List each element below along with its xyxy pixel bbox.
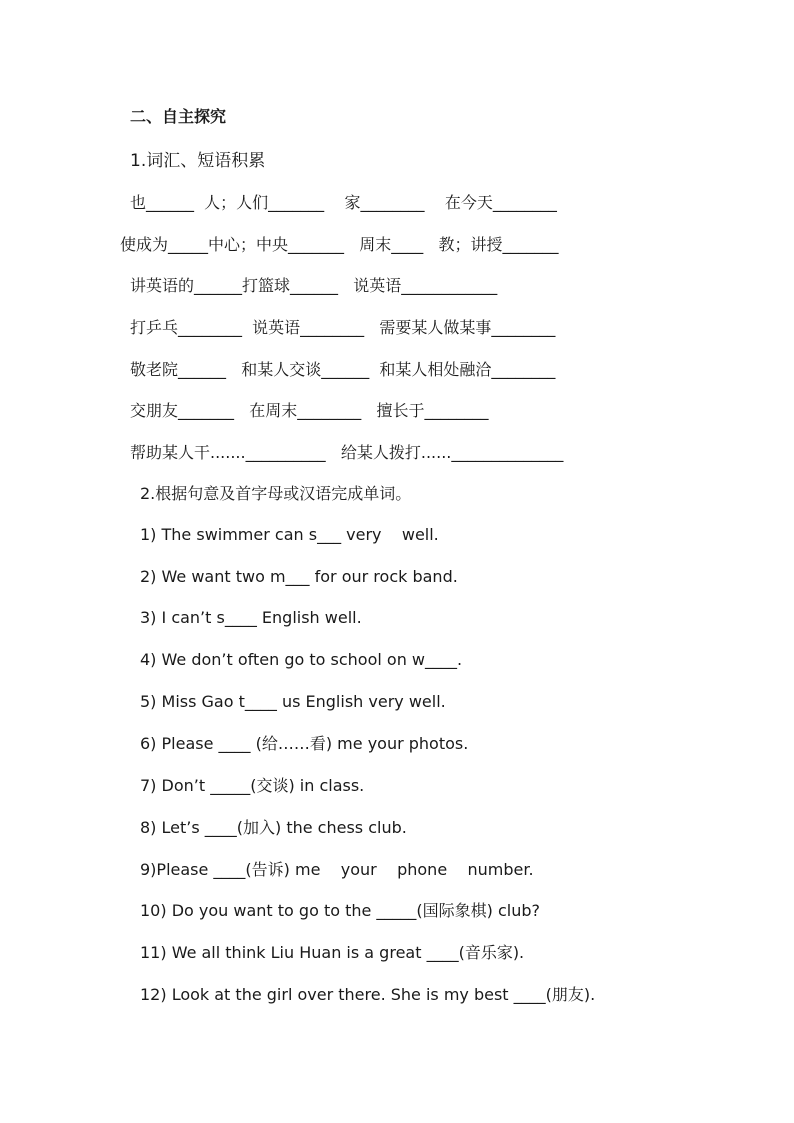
exercise-item: 3) I can’t s____ English well. [140, 608, 362, 627]
vocab-row: 使成为_____中心；中央_______ 周末____ 教；讲授_______ [120, 235, 559, 254]
exercise-item: 1) The swimmer can s___ very well. [140, 525, 439, 544]
exercise-item: 2) We want two m___ for our rock band. [140, 567, 458, 586]
vocab-row: 讲英语的______打篮球______ 说英语____________ [130, 276, 498, 295]
part2-title: 2.根据句意及首字母或汉语完成单词。 [140, 484, 412, 503]
exercise-item: 8) Let’s ____(加入) the chess club. [140, 818, 407, 837]
vocab-row: 打乒乓________ 说英语________ 需要某人做某事________ [130, 318, 556, 337]
exercise-item: 7) Don’t _____(交谈) in class. [140, 776, 365, 795]
vocab-row: 交朋友_______ 在周末________ 擅长于________ [130, 401, 489, 420]
exercise-item: 12) Look at the girl over there. She is my best ____(朋友). [140, 985, 596, 1004]
exercise-item: 9)Please ____(告诉) me your phone number. [140, 860, 534, 879]
exercise-item: 11) We all think Liu Huan is a great ____(音乐家). [140, 943, 525, 962]
exercise-item: 10) Do you want to go to the _____(国际象棋) club? [140, 901, 541, 920]
exercise-item: 5) Miss Gao t____ us English very well. [140, 692, 446, 711]
exercise-item: 4) We don’t often go to school on w____. [140, 650, 463, 669]
vocab-row: 帮助某人干.......__________ 给某人拨打......______________ [130, 443, 564, 462]
vocab-row: 敬老院______ 和某人交谈______ 和某人相处融洽________ [130, 360, 556, 379]
vocab-row: 也______ 人；人们_______ 家________ 在今天________ [130, 193, 557, 212]
exercise-item: 6) Please ____ (给……看) me your photos. [140, 734, 469, 753]
part1-title: 1.词汇、短语积累 [130, 151, 266, 171]
section-title: 二、自主探究 [130, 107, 227, 126]
